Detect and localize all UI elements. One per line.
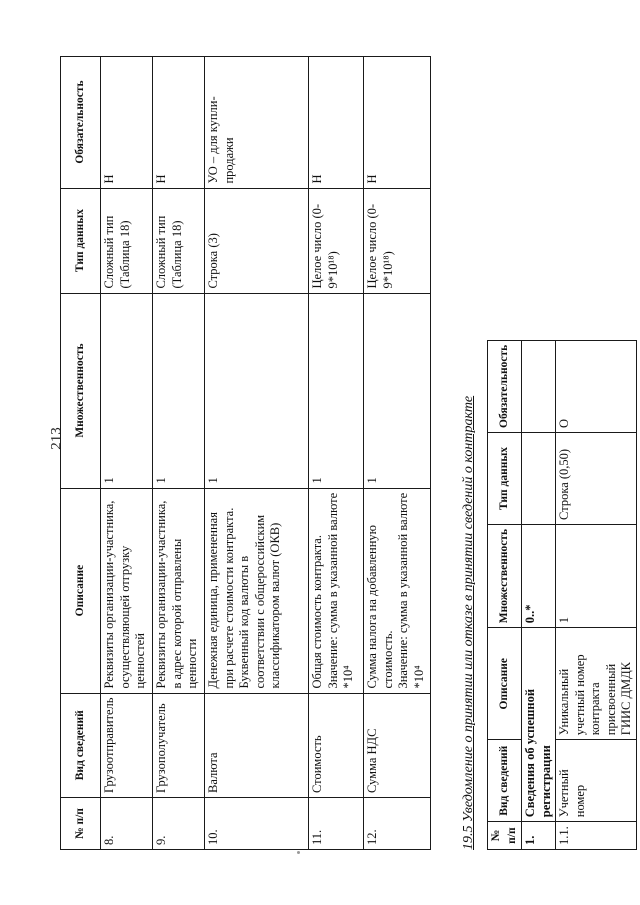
header-kind: Вид сведений bbox=[488, 740, 522, 822]
table-row bbox=[101, 56, 153, 849]
fields-table bbox=[60, 56, 431, 850]
table-row bbox=[364, 56, 431, 849]
table-row bbox=[309, 56, 364, 849]
header-description: Описание bbox=[488, 628, 522, 740]
group-num: 1. bbox=[522, 822, 556, 850]
row-num: 10. bbox=[205, 798, 309, 850]
row-data-type: Сложный тип (Таблица 18) bbox=[101, 188, 153, 293]
row-num: 12. bbox=[364, 798, 431, 850]
header-kind: Вид сведений bbox=[61, 693, 101, 797]
table-header-row bbox=[61, 56, 101, 849]
group-data-type bbox=[522, 432, 556, 524]
group-multiplicity: 0..* bbox=[522, 524, 556, 627]
header-required: Обязательность bbox=[61, 56, 101, 188]
notification-table bbox=[487, 340, 637, 850]
row-data-type: Сложный тип (Таблица 18) bbox=[153, 188, 205, 293]
group-label: Сведения об успешной регистрации bbox=[522, 628, 556, 822]
row-required: О bbox=[556, 340, 637, 432]
row-description: Сумма налога на добавленную стоимость. Значение: сумма в указанной валюте *10⁴ bbox=[364, 488, 431, 693]
row-required: Н bbox=[101, 56, 153, 188]
table-row bbox=[153, 56, 205, 849]
row-num: 9. bbox=[153, 798, 205, 850]
row-multiplicity: 1 bbox=[153, 293, 205, 488]
header-description: Описание bbox=[61, 488, 101, 693]
row-description: Общая стоимость контракта. Значение: сумма в указанной валюте *10⁴ bbox=[309, 488, 364, 693]
row-required: Н bbox=[309, 56, 364, 188]
row-multiplicity: 1 bbox=[309, 293, 364, 488]
row-multiplicity: 1 bbox=[364, 293, 431, 488]
row-kind: Учетный номер bbox=[556, 740, 637, 822]
row-description: Денежная единица, примененная при расчете стоимости контракта. Буквенный код валюты в соответствии с общероссийским классификатором валют (ОКВ) bbox=[205, 488, 309, 693]
row-data-type: Целое число (0-9*10¹⁸) bbox=[309, 188, 364, 293]
header-data-type: Тип данных bbox=[488, 432, 522, 524]
row-data-type: Строка (0,50) bbox=[556, 432, 637, 524]
group-required bbox=[522, 340, 556, 432]
row-multiplicity: 1 bbox=[556, 524, 637, 627]
group-row bbox=[522, 340, 556, 849]
row-multiplicity: 1 bbox=[101, 293, 153, 488]
row-required: Н bbox=[153, 56, 205, 188]
header-data-type: Тип данных bbox=[61, 188, 101, 293]
row-kind: Грузоотправитель bbox=[101, 693, 153, 797]
row-num: 8. bbox=[101, 798, 153, 850]
table-row bbox=[556, 340, 637, 849]
row-kind: Валюта bbox=[205, 693, 309, 797]
row-kind: Сумма НДС bbox=[364, 693, 431, 797]
row-description: Реквизиты организации-участника, в адрес которой отправлены ценности bbox=[153, 488, 205, 693]
row-data-type: Целое число (0-9*10¹⁸) bbox=[364, 188, 431, 293]
header-required: Обязательность bbox=[488, 340, 522, 432]
row-kind: Стоимость bbox=[309, 693, 364, 797]
row-description: Реквизиты организации-участника, осуществляющей отгрузку ценностей bbox=[101, 488, 153, 693]
table-header-row bbox=[488, 340, 522, 849]
section-title: 19.5 Уведомление о принятии или отказе в принятии сведений о контракте bbox=[461, 395, 476, 850]
row-num: 1.1. bbox=[556, 822, 637, 850]
row-kind: Грузополучатель bbox=[153, 693, 205, 797]
header-multiplicity: Множественность bbox=[61, 293, 101, 488]
page-number: 213 bbox=[48, 427, 65, 450]
row-num: 11. bbox=[309, 798, 364, 850]
table-row bbox=[205, 56, 309, 849]
row-multiplicity: 1 bbox=[205, 293, 309, 488]
header-num: № п/п bbox=[61, 798, 101, 850]
row-required: УО – для купли-продажи bbox=[205, 56, 309, 188]
header-num: № п/п bbox=[488, 822, 522, 850]
row-description: Уникальный учетный номер контракта присвоенный ГИИС ДМДК bbox=[556, 628, 637, 740]
row-data-type: Строка (3) bbox=[205, 188, 309, 293]
header-multiplicity: Множественность bbox=[488, 524, 522, 627]
row-required: Н bbox=[364, 56, 431, 188]
